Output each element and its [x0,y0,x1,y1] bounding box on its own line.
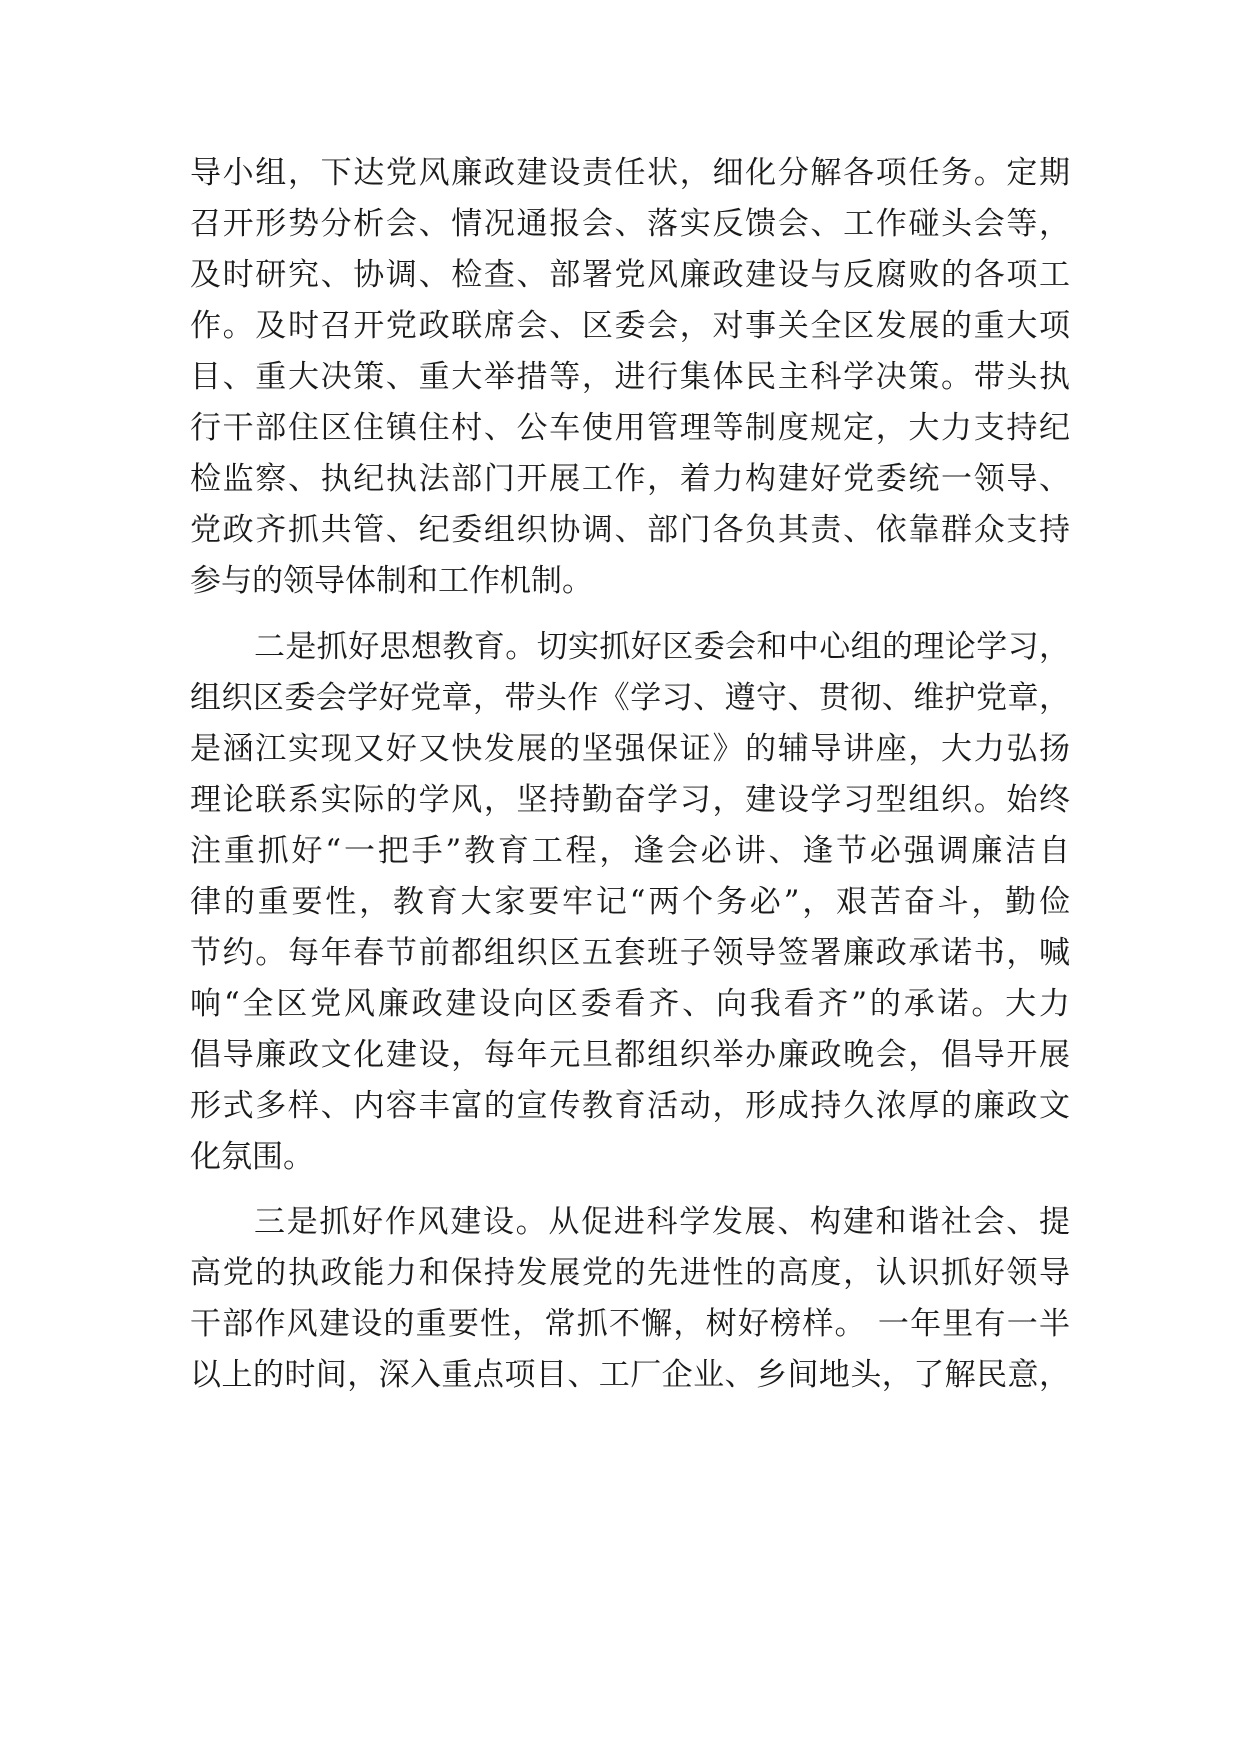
paragraph-2-line-6: 律的重要性，教育大家要牢记“两个务必”，艰苦奋斗，勤俭 [190,884,1070,920]
paragraph-1-line-8: 党政齐抓共管、纪委组织协调、部门各负其责、依靠群众支持 [190,512,1070,548]
paragraph-2-line-8: 响“全区党风廉政建设向区委看齐、向我看齐”的承诺。大力 [190,986,1070,1022]
paragraph-1-line-5: 目、重大决策、重大举措等，进行集体民主科学决策。带头执 [190,359,1070,395]
paragraph-3-line-4: 以上的时间，深入重点项目、工厂企业、乡间地头，了解民意， [190,1357,1070,1393]
paragraph-3-line-2: 高党的执政能力和保持发展党的先进性的高度，认识抓好领导 [190,1255,1070,1291]
paragraph-2-line-11: 化氛围。 [190,1139,314,1175]
paragraph-2-line-3: 是涵江实现又好又快发展的坚强保证》的辅导讲座，大力弘扬 [190,731,1070,767]
paragraph-1-line-6: 行干部住区住镇住村、公车使用管理等制度规定，大力支持纪 [190,410,1070,446]
paragraph-2-line-10: 形式多样、内容丰富的宣传教育活动，形成持久浓厚的廉政文 [190,1088,1070,1124]
paragraph-2-line-5: 注重抓好“一把手”教育工程，逢会必讲、逢节必强调廉洁自 [190,833,1070,869]
paragraph-3-line-3: 干部作风建设的重要性，常抓不懈，树好榜样。 一年里有一半 [190,1306,1070,1342]
paragraph-2-line-2: 组织区委会学好党章，带头作《学习、遵守、贯彻、维护党章， [190,680,1070,716]
paragraph-1-line-3: 及时研究、协调、检查、部署党风廉政建设与反腐败的各项工 [190,257,1070,293]
paragraph-1-line-7: 检监察、执纪执法部门开展工作，着力构建好党委统一领导、 [190,461,1070,497]
paragraph-2-line-1: 二是抓好思想教育。切实抓好区委会和中心组的理论学习， [254,629,1070,665]
paragraph-1-line-2: 召开形势分析会、情况通报会、落实反馈会、工作碰头会等， [190,206,1070,242]
paragraph-2-line-9: 倡导廉政文化建设，每年元旦都组织举办廉政晚会，倡导开展 [190,1037,1070,1073]
paragraph-1-line-1: 导小组，下达党风廉政建设责任状，细化分解各项任务。定期 [190,155,1070,191]
paragraph-2-line-4: 理论联系实际的学风，坚持勤奋学习，建设学习型组织。始终 [190,782,1070,818]
paragraph-1-line-9: 参与的领导体制和工作机制。 [190,563,593,599]
paragraph-3-line-1: 三是抓好作风建设。从促进科学发展、构建和谐社会、提 [254,1204,1070,1240]
paragraph-1-line-4: 作。及时召开党政联席会、区委会，对事关全区发展的重大项 [190,308,1070,344]
paragraph-2-line-7: 节约。每年春节前都组织区五套班子领导签署廉政承诺书，喊 [190,935,1070,971]
